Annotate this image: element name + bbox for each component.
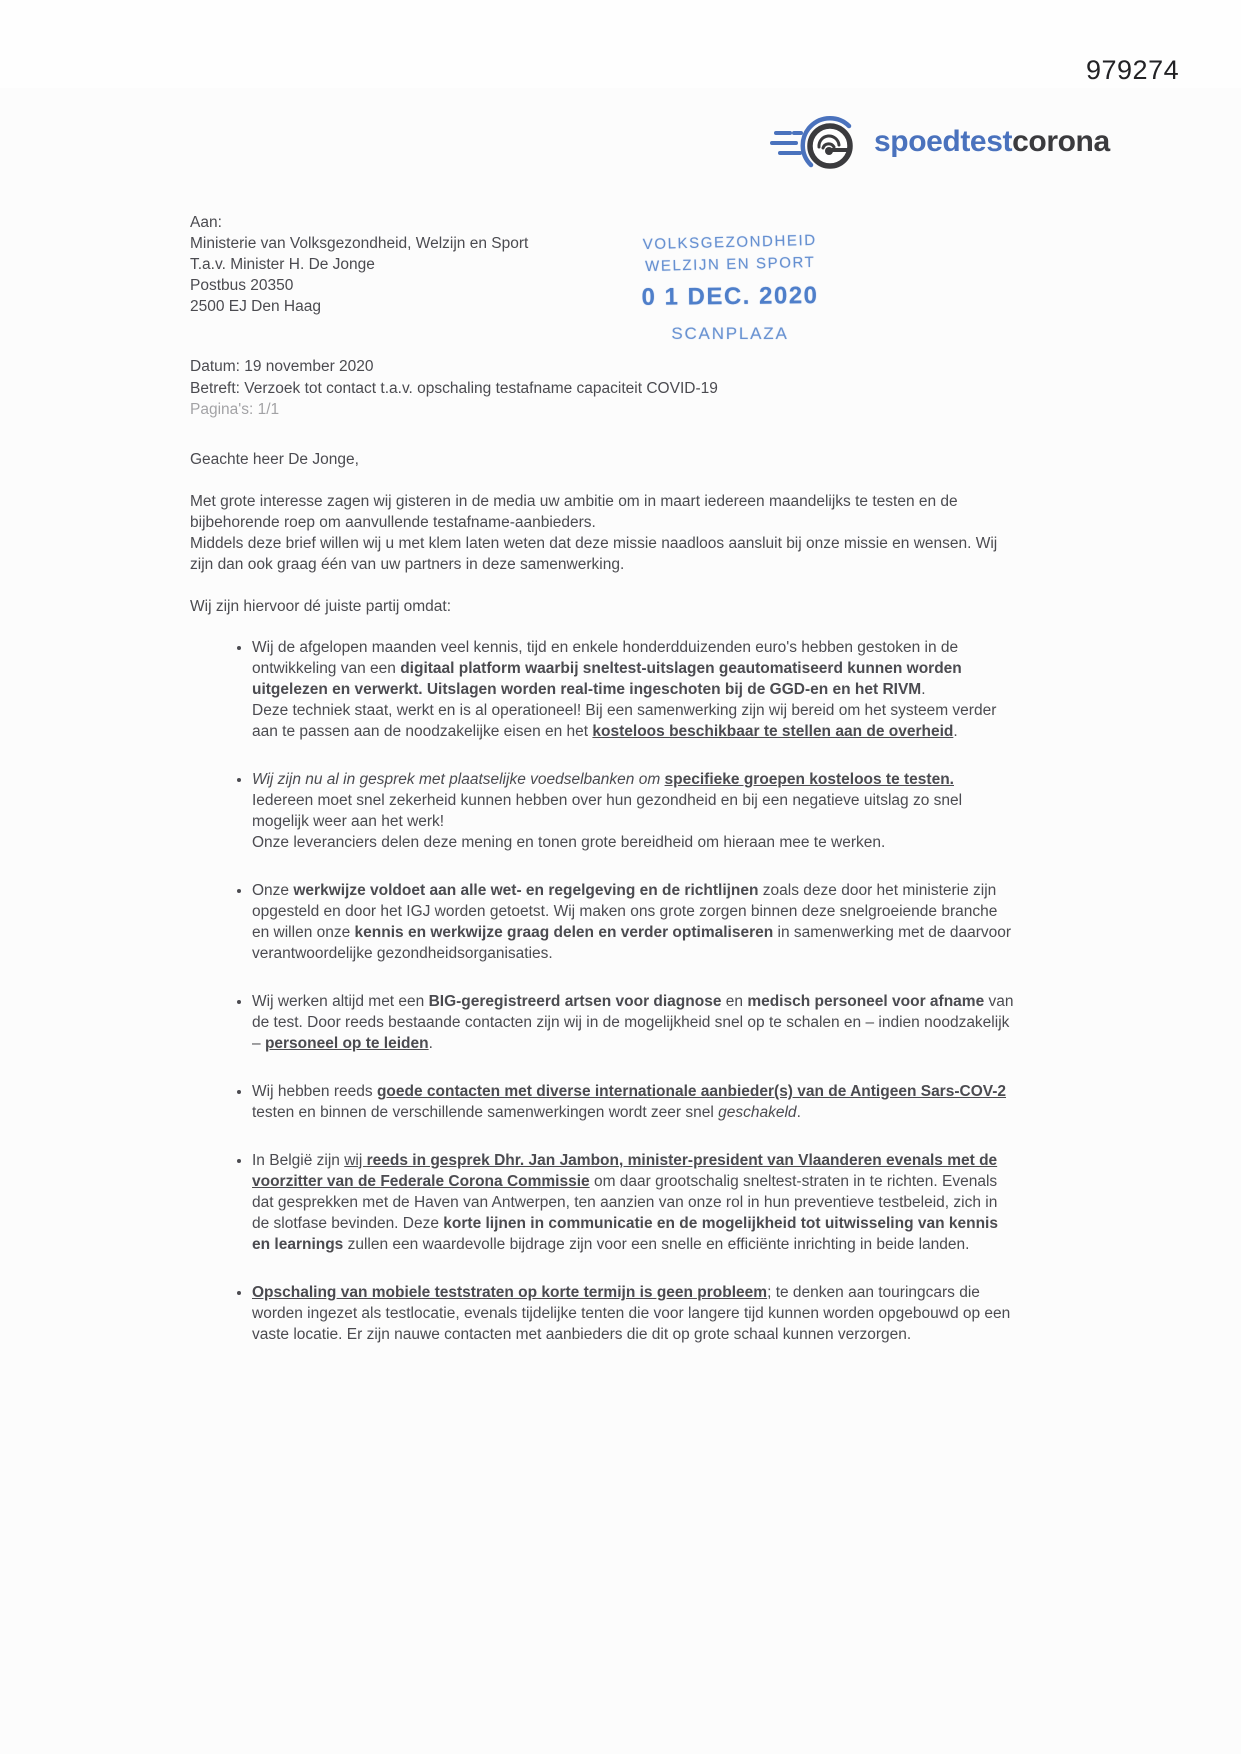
bullet-item: • Wij hebben reeds goede contacten met diverse internationale aanbieder(s) van de Antigeen Sars-COV-2 testen en binnen de verschillende samenwerkingen wordt zeer snel geschakeld. — [252, 1081, 1016, 1123]
stamp-ministry-name — [629, 230, 830, 279]
recipient-label: Aan: — [190, 214, 222, 231]
recipient-line-attention: T.a.v. Minister H. De Jonge — [190, 256, 375, 273]
logo-text-spoedtest: spoedtest — [874, 125, 1013, 158]
bullet-item: • In België zijn wij reeds in gesprek Dhr. Jan Jambon, minister-president van Vlaanderen evenals met de voorzitter van de Federale Corona Commissie om daar grootschalig sneltest-straten in te richten. Evenals dat gesprekken met de Haven van Antwerpen, ten aanzien van onze rol in hun preventieve testbeleid, zich in de slotfase bevinden. Deze korte lijnen in communicatie en de mogelijkheid tot uitwisseling van kennis en learnings zullen een waardevolle bijdrage zijn voor een snelle en efficiënte inrichting in beide landen. — [252, 1150, 1016, 1255]
spoedtestcorona-logo — [770, 102, 1110, 182]
bullet-lead-in: Wij zijn hiervoor dé juiste partij omdat: — [190, 598, 452, 615]
argument-bullet-list — [190, 637, 1016, 1345]
bullet-item: • Wij zijn nu al in gesprek met plaatselijke voedselbanken om specifieke groepen kosteloos te testen. Iedereen moet snel zekerheid kunnen hebben over hun gezondheid en bij een negatieve uitslag zo snel mogelijk weer aan het werk! Onze leveranciers delen deze mening en tonen grote bereidheid om hieraan mee te werken. — [252, 769, 1016, 853]
recipient-line-organization: Ministerie van Volksgezondheid, Welzijn en Sport — [190, 235, 529, 252]
salutation: Geachte heer De Jonge, — [190, 451, 359, 468]
stamp-line-welzijn-en-sport: WELZIJN EN SPORT — [644, 253, 816, 276]
meta-subject-line: Betreft: Verzoek tot contact t.a.v. opschaling testafname capaciteit COVID-19 — [190, 379, 718, 397]
bullet-item: • Onze werkwijze voldoet aan alle wet- en regelgeving en de richtlijnen zoals deze door het ministerie zijn opgesteld en door het IGJ worden getoetst. Wij maken ons grote zorgen binnen deze snelgroeiende branche en willen onze kennis en werkwijze graag delen en verder optimaliseren in samenwerking met de daarvoor verantwoordelijke gezondheidsorganisaties. — [252, 880, 1016, 964]
scan-reference-number: 979274 — [1086, 55, 1180, 85]
speed-gauge-icon — [770, 102, 870, 182]
bullet-item: • Wij werken altijd met een BIG-geregistreerd artsen voor diagnose en medisch personeel voor afname van de test. Door reeds bestaande contacten zijn wij in de mogelijkheid snel op te schalen en – indien noodzakelijk – personeel op te leiden. — [252, 991, 1016, 1054]
stamp-scanplaza: SCANPLAZA — [671, 324, 789, 343]
intro-paragraph: Middels deze brief willen wij u met klem laten weten dat deze missie naadloos aansluit bij onze missie en wensen. Wij zijn dan ook graag één van uw partners in deze samenwerking. — [190, 535, 998, 573]
meta-pages-line: Pagina's: 1/1 — [190, 401, 280, 418]
logo-text-corona: corona — [1012, 125, 1110, 158]
letter-meta-block — [190, 356, 718, 421]
intro-paragraph: Met grote interesse zagen wij gisteren in de media uw ambitie om in maart iedereen maandelijks te testen en de bijbehorende roep om aanvullende testafname-aanbieders. — [190, 493, 958, 531]
recipient-line-city: 2500 EJ Den Haag — [190, 298, 321, 315]
stamp-line-volksgezondheid: VOLKSGEZONDHEID — [642, 231, 817, 254]
logo-wordmark — [874, 125, 1110, 159]
intro-paragraphs — [190, 491, 1016, 575]
recipient-line-postbox: Postbus 20350 — [190, 277, 294, 294]
stamp-date: 0 1 DEC. 2020 — [641, 282, 819, 311]
recipient-address-block — [190, 212, 528, 317]
bullet-item: • Opschaling van mobiele teststraten op korte termijn is geen probleem; te denken aan touringcars die worden ingezet als testlocatie, evenals tijdelijke tenten die voor langere tijd kunnen worden opgebouwd op een vaste locatie. Er zijn nauwe contacten met aanbieders die dit op grote schaal kunnen verzorgen. — [252, 1282, 1016, 1345]
ministry-receipt-stamp — [630, 232, 830, 344]
bullet-item: • Wij de afgelopen maanden veel kennis, tijd en enkele honderdduizenden euro's hebben gestoken in de ontwikkeling van een digitaal platform waarbij sneltest-uitslagen geautomatiseerd kunnen worden uitgelezen en verwerkt. Uitslagen worden real-time ingeschoten bij de GGD-en en het RIVM. Deze techniek staat, werkt en is al operationeel! Bij een samenwerking zijn wij bereid om het systeem verder aan te passen aan de noodzakelijke eisen en het kosteloos beschikbaar te stellen aan de overheid. — [252, 637, 1016, 742]
meta-date-line: Datum: 19 november 2020 — [190, 358, 374, 375]
letter-body — [190, 449, 1016, 1372]
